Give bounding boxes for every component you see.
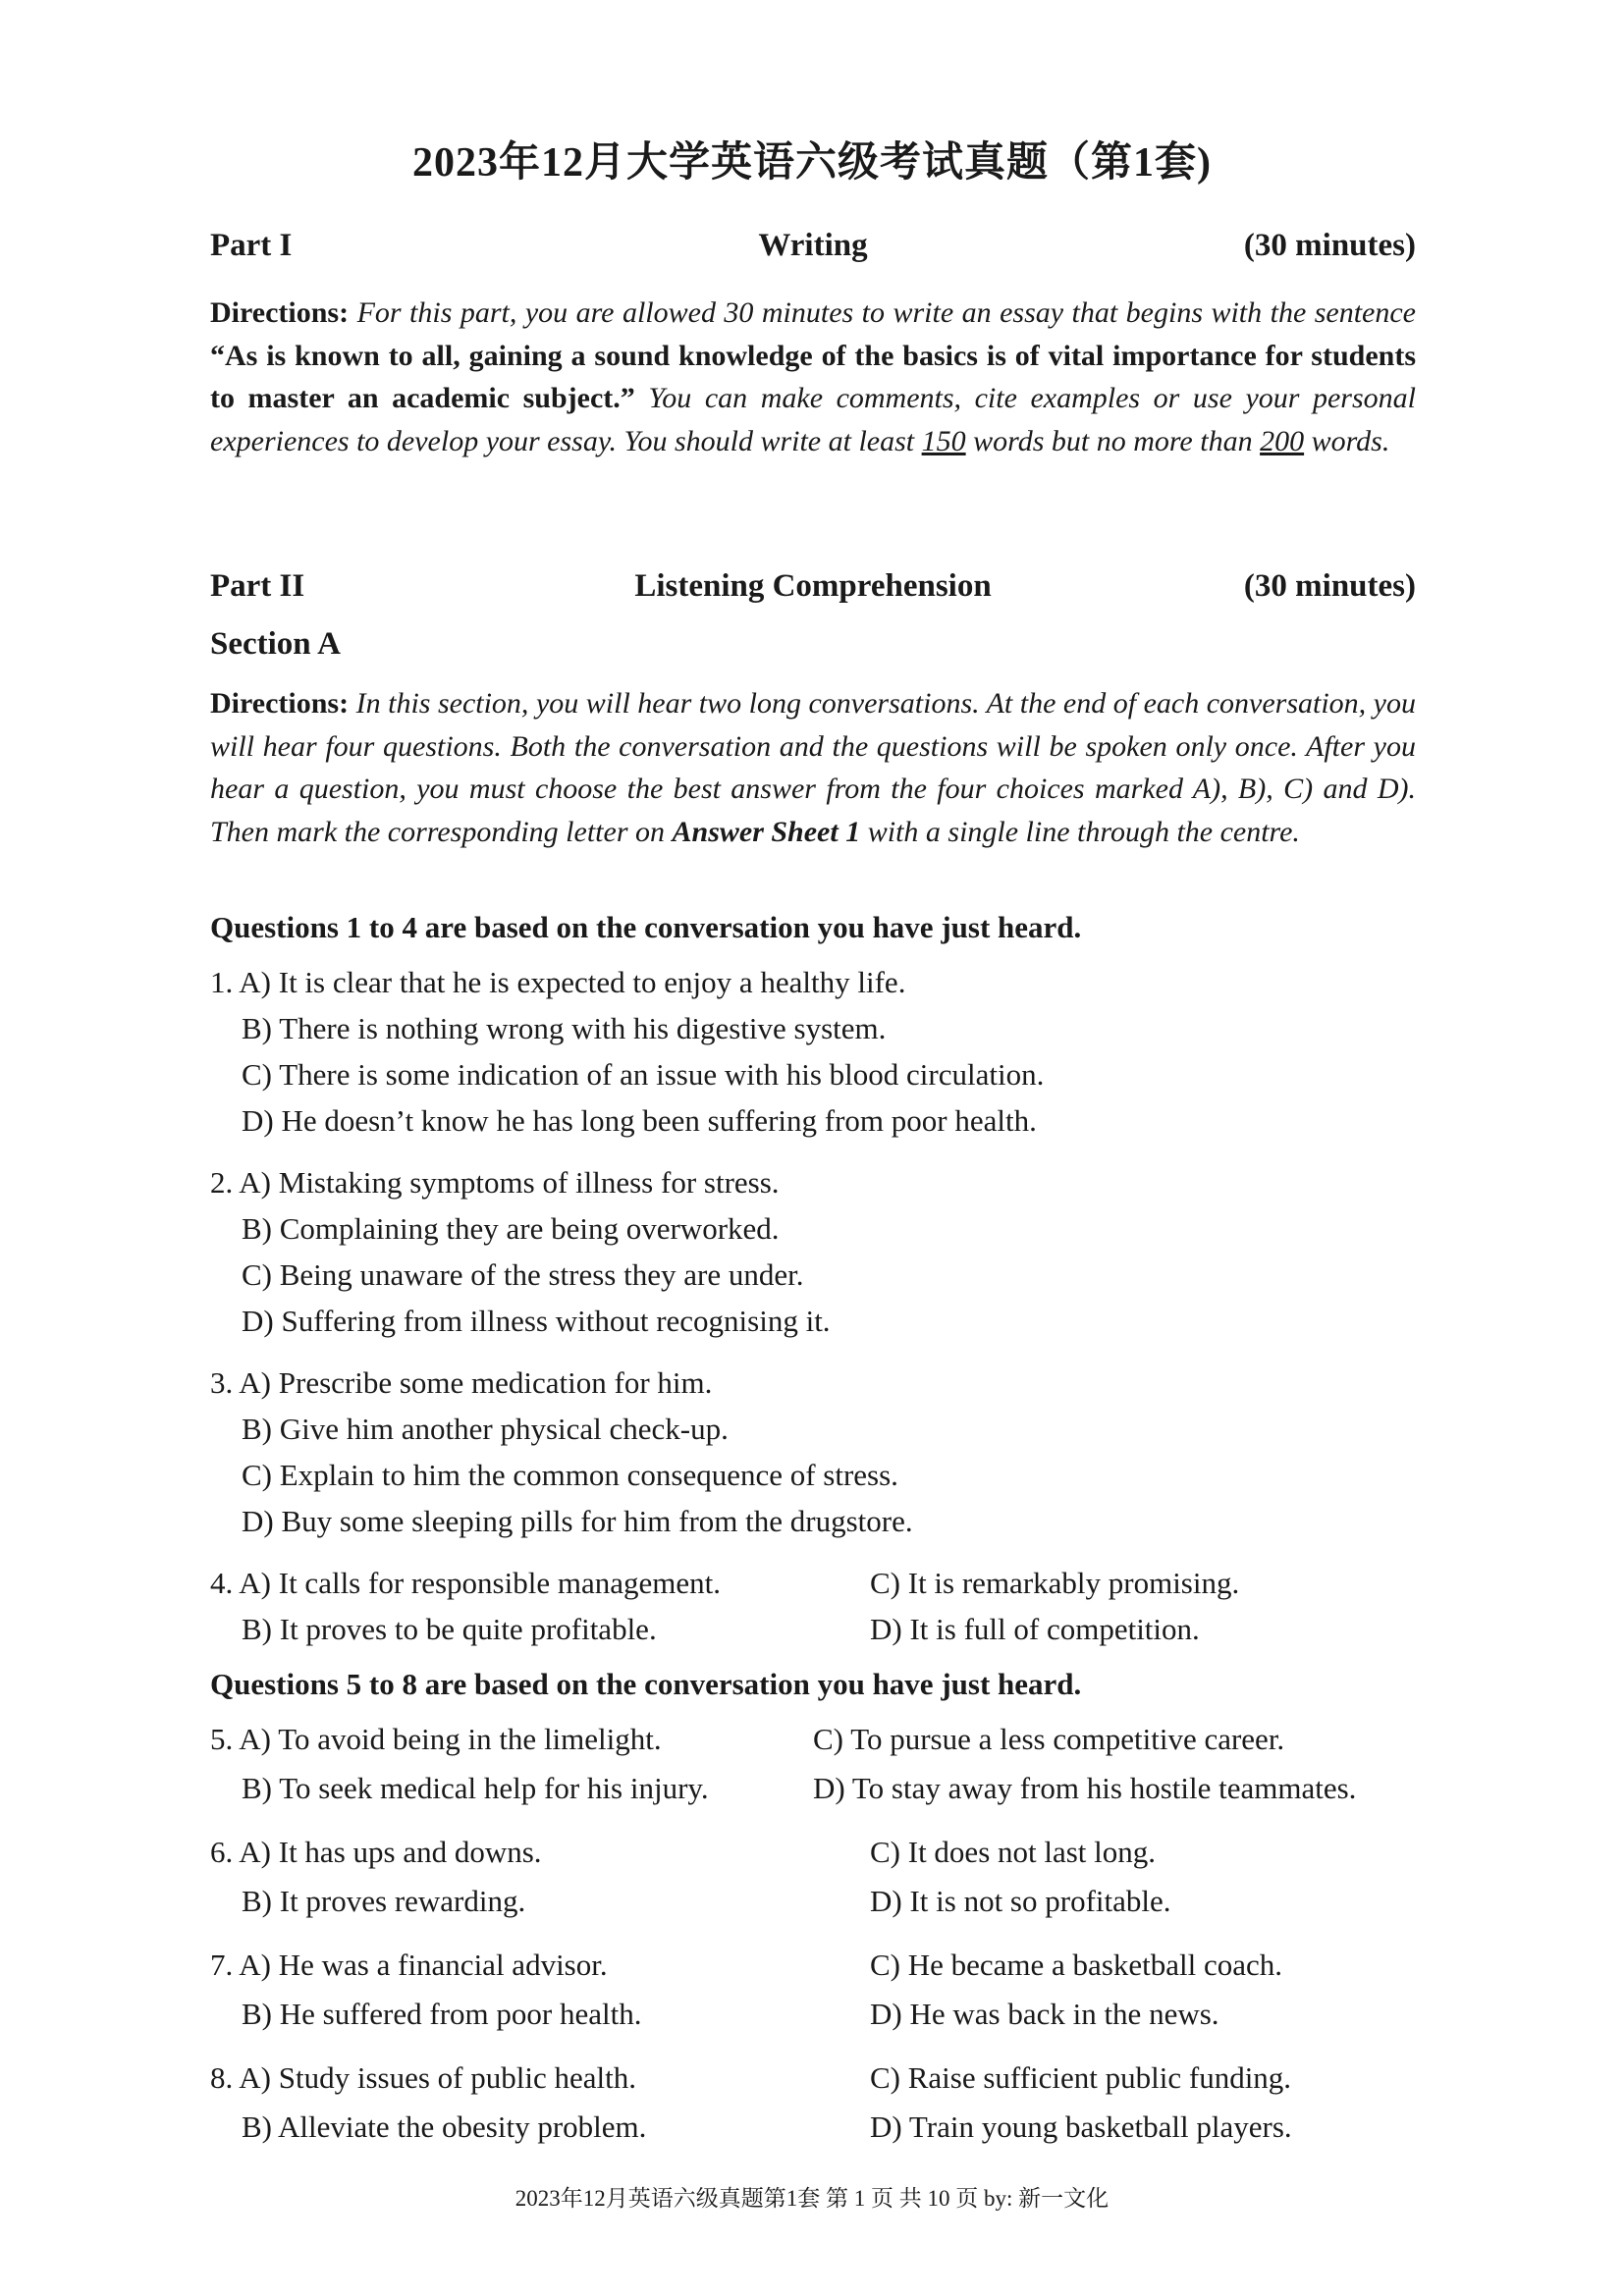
directions-text: You can make comments, cite examples or use your personal experiences to develop your essay. You should write at least: [210, 382, 1416, 457]
part2-name: Listening Comprehension: [634, 568, 992, 604]
directions-label: Directions:: [210, 687, 350, 720]
q8-option-c: C) Raise sufficient public funding.: [870, 2060, 1292, 2095]
q5-option-d: D) To stay away from his hostile teammates.: [813, 1771, 1357, 1805]
q3-option-d: D) Buy some sleeping pills for him from the drugstore.: [242, 1504, 913, 1538]
questions-1-4-heading: Questions 1 to 4 are based on the conversation you have just heard.: [210, 910, 1082, 944]
q2-option-b: B) Complaining they are being overworked.: [242, 1211, 780, 1246]
directions-text: words but no more than: [973, 424, 1253, 457]
section-a-heading: Section A: [210, 626, 341, 662]
part1-name: Writing: [758, 228, 868, 263]
part2-directions: [210, 682, 1416, 853]
directions-label: Directions:: [210, 296, 350, 329]
essay-prompt: “As is known to all, gaining a sound knowledge of the basics is of vital importance for students to master an academic subject.”: [210, 339, 1416, 414]
q3-option-a: 3. A) Prescribe some medication for him.: [210, 1365, 713, 1400]
q2-option-c: C) Being unaware of the stress they are under.: [242, 1257, 804, 1292]
q8-option-a: 8. A) Study issues of public health.: [210, 2060, 636, 2095]
page-footer: 2023年12月英语六级真题第1套 第 1 页 共 10 页 by: 新一文化: [514, 2186, 1110, 2211]
answer-sheet-label: Answer Sheet 1: [672, 815, 861, 848]
part2-time: (30 minutes): [1243, 568, 1416, 604]
q2-option-a: 2. A) Mistaking symptoms of illness for stress.: [210, 1165, 780, 1200]
q3-option-c: C) Explain to him the common consequence of stress.: [242, 1458, 898, 1492]
q1-option-a: 1. A) It is clear that he is expected to enjoy a healthy life.: [210, 965, 906, 999]
directions-text: with a single line through the centre.: [867, 815, 1300, 848]
part1-directions: [210, 292, 1416, 462]
page-title: 2023年12月大学英语六级考试真题（第1套): [412, 140, 1212, 186]
q5-option-c: C) To pursue a less competitive career.: [813, 1722, 1285, 1756]
q6-option-a: 6. A) It has ups and downs.: [210, 1835, 542, 1869]
q4-option-b: B) It proves to be quite profitable.: [242, 1612, 657, 1646]
q4-option-d: D) It is full of competition.: [870, 1612, 1200, 1646]
q8-option-d: D) Train young basketball players.: [870, 2109, 1292, 2144]
min-words: 150: [921, 424, 966, 457]
q3-option-b: B) Give him another physical check-up.: [242, 1412, 729, 1446]
q4-option-c: C) It is remarkably promising.: [870, 1566, 1240, 1600]
q7-option-a: 7. A) He was a financial advisor.: [210, 1948, 608, 1982]
part1-number: Part I: [210, 228, 293, 263]
q1-option-b: B) There is nothing wrong with his digestive system.: [242, 1011, 887, 1045]
part2-number: Part II: [210, 568, 305, 604]
q7-option-d: D) He was back in the news.: [870, 1997, 1219, 2031]
q5-option-a: 5. A) To avoid being in the limelight.: [210, 1722, 662, 1756]
q1-option-d: D) He doesn’t know he has long been suffering from poor health.: [242, 1103, 1037, 1138]
q5-option-b: B) To seek medical help for his injury.: [242, 1771, 709, 1805]
q6-option-c: C) It does not last long.: [870, 1835, 1157, 1869]
q7-option-c: C) He became a basketball coach.: [870, 1948, 1283, 1982]
directions-text: For this part, you are allowed 30 minutes to write an essay that begins with the sentence: [356, 296, 1416, 329]
directions-text: In this section, you will hear two long conversations. At the end of each conversation, you will hear four questions. Both the conversation and the questions will be spoken only once. After you hear a question, you must choose the best answer from the four choices marked A), B), C) and D). Then mark the corresponding letter on: [210, 687, 1416, 848]
q6-option-b: B) It proves rewarding.: [242, 1884, 526, 1918]
max-words: 200: [1260, 424, 1305, 457]
directions-text: words.: [1311, 424, 1390, 457]
q2-option-d: D) Suffering from illness without recognising it.: [242, 1304, 831, 1338]
q4-option-a: 4. A) It calls for responsible management.: [210, 1566, 721, 1600]
q6-option-d: D) It is not so profitable.: [870, 1884, 1171, 1918]
questions-5-8-heading: Questions 5 to 8 are based on the conversation you have just heard.: [210, 1667, 1082, 1701]
part1-time: (30 minutes): [1243, 228, 1416, 263]
q8-option-b: B) Alleviate the obesity problem.: [242, 2109, 647, 2144]
q7-option-b: B) He suffered from poor health.: [242, 1997, 642, 2031]
q1-option-c: C) There is some indication of an issue with his blood circulation.: [242, 1057, 1045, 1092]
